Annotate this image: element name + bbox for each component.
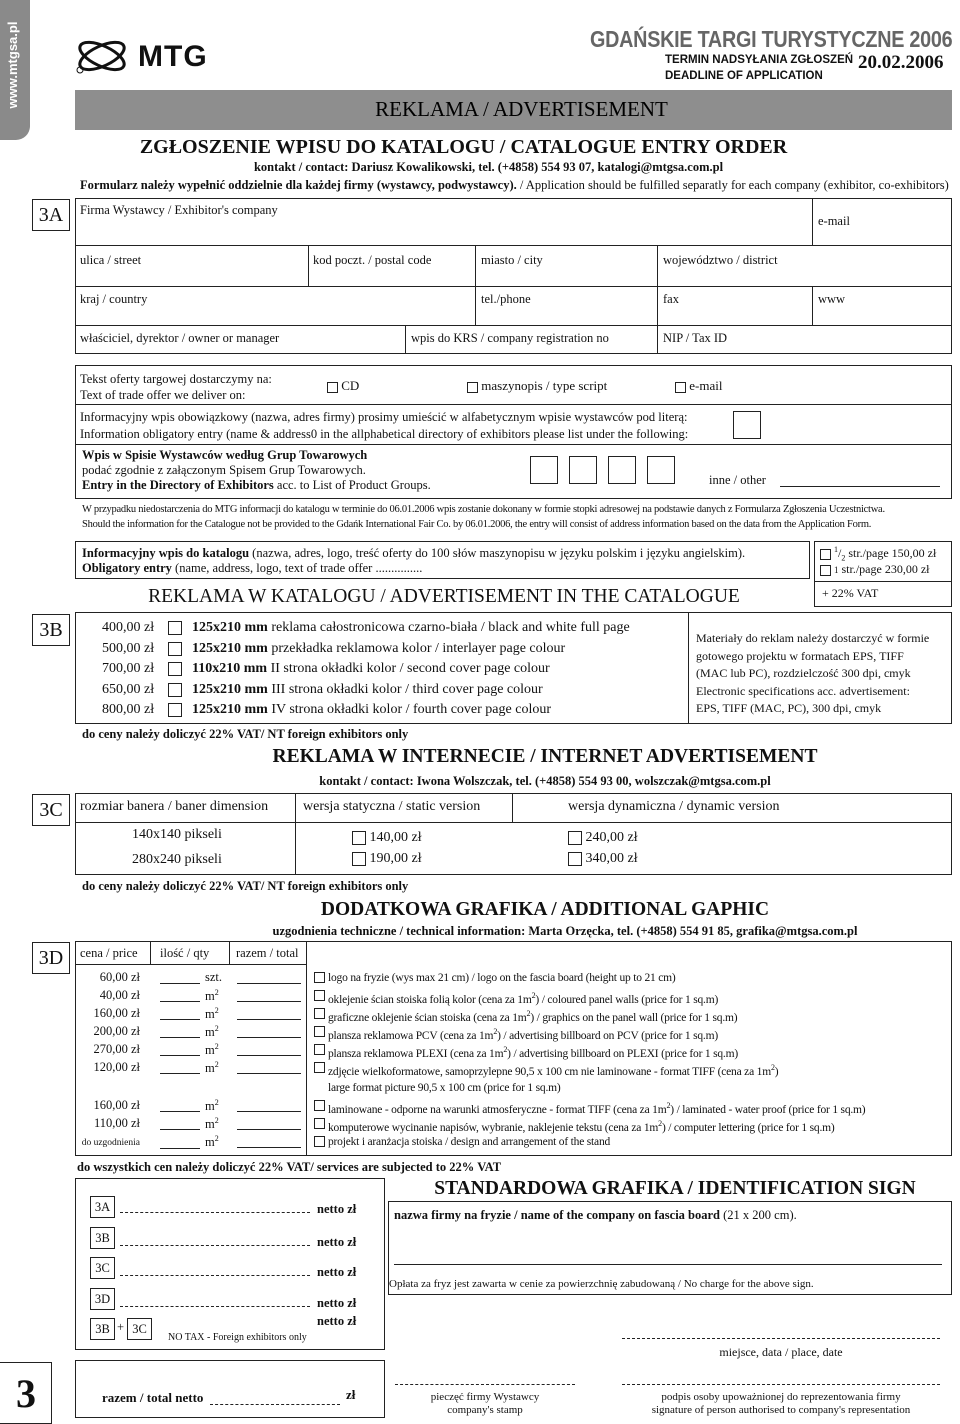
additional-graphic-title: DODATKOWA GRAFIKA / ADDITIONAL GAPHIC [320,899,770,920]
instruction-line [80,178,949,193]
catalogue-ad-row[interactable] [82,661,682,681]
graphic-desc: plansza reklamowa PCV (cena za $1m^2$) / advertising billboard on PCV (price for 1 sq.m) [328,1027,718,1042]
postal-code-field[interactable]: kod poczt. / postal code [313,253,432,267]
graphic-row[interactable] [75,988,952,1006]
fax-field[interactable]: fax [663,292,679,306]
total-line[interactable] [210,1404,340,1405]
graphic-total-line[interactable] [237,1001,301,1002]
page-number: 3 [16,1371,36,1416]
city-field[interactable]: miasto / city [481,253,543,267]
graphic-qty-line[interactable] [160,1001,200,1002]
col-qty: ilość / qty [160,946,210,960]
graphic-price: 60,00 zł [99,970,140,984]
deadline-pl: TERMIN NADSYŁANIA ZGŁOSZEŃ [665,54,854,66]
deadline-en: DEADLINE OF APPLICATION [665,70,823,82]
catalogue-contact: kontakt / contact: Dariusz Kowalikowski, tel. (+4858) 554 93 07, katalogi@mtgsa.com.pl [253,160,724,174]
krs-field[interactable]: wpis do KRS / company registration no [411,331,609,345]
graphic-desc: zdjęcie wielkoformatowe, samoprzylepne 90,5 x 100 cm nie laminowane - format TIFF (cena za $1m^2$) large format picture 90,5 x 100 cm (price for 1 sq.m) [328,1063,779,1094]
graphic-row[interactable] [75,1098,952,1116]
ad-desc: 110x210 mm II strona okładki kolor / second cover page colour [192,661,550,676]
banner-row-2-size: 280x240 pikseli [132,852,222,867]
banner-row-1-dynamic[interactable]: 240,00 zł [568,830,638,846]
static-140-checkbox[interactable] [352,831,366,845]
summary-plus: + [117,1320,125,1334]
graphic-checkbox[interactable] [314,1100,325,1111]
no-tax-note: NO TAX - Foreign exhibitors only [168,1332,307,1343]
graphic-price: 270,00 zł [93,1042,140,1056]
district-field[interactable]: województwo / district [663,253,778,267]
groups-title: Wpis w Spisie Wystawców według Grup Towarowych [82,448,368,462]
summary-tag: 3A [90,1196,115,1218]
full-page-checkbox[interactable] [820,565,831,576]
graphic-total-line[interactable] [237,1055,301,1056]
email-checkbox[interactable] [675,382,686,393]
catalogue-ad-vat: do ceny należy doliczyć 22% VAT/ NT foreign exhibitors only [82,727,409,741]
graphic-row[interactable] [75,1134,952,1152]
graphic-total-line[interactable] [237,1111,301,1112]
graphic-price: 160,00 zł [93,1006,140,1020]
graphic-price: 40,00 zł [99,988,140,1002]
group-box-2[interactable] [569,456,597,484]
graphic-qty-line[interactable] [160,1037,200,1038]
graphic-desc: logo na fryzie (wys max 21 cm) / logo on the fascia board (height up to 21 cm) [328,972,676,984]
graphic-checkbox[interactable] [314,990,325,1001]
graphic-unit: $m^2$ [205,1060,219,1076]
graphic-row[interactable] [75,1024,952,1042]
section-tag-3d: 3D [32,942,70,974]
summary-row [90,1257,380,1279]
note-en: Should the information for the Catalogue not be provided to the Gdańk International Fair Co. by 06.01.2006, the entry will consist of address information based on the data from the Application Form. [82,519,872,530]
groups-line2: podać zgodnie z załączonym Spisem Grup Towarowych. [82,463,366,477]
phone-field[interactable]: tel./phone [481,292,531,306]
side-url: www.mtgsa.pl [5,21,20,109]
section-tag-3b: 3B [32,614,70,646]
banner-row-2-static[interactable]: 190,00 zł [352,851,422,867]
graphic-checkbox[interactable] [314,1062,325,1073]
group-box-4[interactable] [647,456,675,484]
materials-info [696,630,948,718]
half-page-checkbox[interactable] [820,549,831,560]
static-190-checkbox[interactable] [352,852,366,866]
section-tag-3a: 3A [32,199,70,231]
street-field[interactable]: ulica / street [80,253,142,267]
fair-title: GDAŃSKIE TARGI TURYSTYCZNE 2006 [590,26,953,52]
www-field[interactable]: www [818,292,846,306]
signature-pl: podpis osoby upoważnionej do reprezentowania firmy [661,1391,901,1403]
graphic-total-line[interactable] [237,1129,301,1130]
ad-desc: 125x210 mm reklama całostronicowa czarno-biała / black and white full page [192,620,630,635]
delivery-typescript[interactable]: maszynopis / type script [467,378,607,394]
graphic-desc: projekt i aranżacja stoiska / design and arrangement of the stand [328,1136,611,1148]
total-label: razem / total netto [102,1390,204,1405]
info-en: Information obligatory entry (name & address0 in the allphabetical directory of exhibitors please list under the following: [80,427,689,441]
internet-ad-vat: do ceny należy doliczyć 22% VAT/ NT foreign exhibitors only [82,879,409,893]
graphic-price: do uzgodnienia [81,1138,140,1148]
graphic-qty-line[interactable] [160,1111,200,1112]
materials-line: Electronic specifications acc. advertisement: [696,683,910,698]
graphic-total-line[interactable] [237,1073,301,1074]
summary-tag-3c: 3C [127,1318,152,1340]
ad-price: 400,00 zł [102,620,155,635]
delivery-pl: Tekst oferty targowej dostarczymy na: [80,372,272,386]
catalogue-ad-row[interactable] [82,620,682,640]
ad-price: 500,00 zł [102,640,155,656]
graphic-checkbox[interactable] [314,972,325,983]
graphic-price: 160,00 zł [93,1098,140,1112]
graphic-row[interactable] [75,1116,952,1134]
catalogue-ad-row[interactable] [82,702,682,722]
ad-price: 700,00 zł [102,661,155,676]
total-box [75,1360,385,1418]
identification-title: STANDARDOWA GRAFIKA / IDENTIFICATION SIGN [434,1178,916,1199]
note-pl: W przypadku niedostarczenia do MTG informacji do katalogu w terminie do 06.01.2006 wpis zostanie dokonany w formie stopki adresowej na podstawie danych z Formularza Zgłoszenia Uczestnictwa. [82,504,885,515]
summary-tag: 3B [90,1227,115,1249]
materials-line: gotowego projektu w formatach EPS, TIFF [696,648,904,663]
summary-row [90,1288,380,1310]
summary-line[interactable] [120,1306,310,1307]
graphic-checkbox[interactable] [314,1118,325,1129]
graphic-checkbox[interactable] [314,1008,325,1019]
ad-desc: 125x210 mm przekładka reklamowa kolor / interlayer page colour [192,640,566,656]
delivery-cd[interactable]: CD [327,378,359,394]
graphic-unit: $m^2$ [205,1024,219,1040]
stamp-line[interactable] [395,1384,575,1385]
additional-graphic-contact: uzgodnienia techniczne / technical information: Marta Orzęcka, tel. (+4858) 554 91 85, grafika@mtgsa.com.pl [272,924,858,938]
ad-checkbox[interactable] [168,703,182,717]
graphic-total-line[interactable] [237,1147,301,1148]
summary-label: netto zł [317,1295,357,1310]
group-box-1[interactable] [530,456,558,484]
internet-contact: kontakt / contact: Iwona Wolszczak, tel. (+4858) 554 93 00, wolszczak@mtgsa.com.pl [319,774,771,788]
all-prices-vat: do wszystkich cen należy doliczyć 22% VAT/ services are subjected to 22% VAT [77,1160,502,1174]
graphic-unit: $m^2$ [205,1116,219,1132]
dynamic-240-checkbox[interactable] [568,831,582,845]
graphic-qty-line[interactable] [160,1129,200,1130]
graphic-checkbox[interactable] [314,1136,325,1147]
stamp-en: company's stamp [447,1404,523,1416]
graphic-desc: graficzne oklejenie ścian stoiska (cena za $1m^2$) / graphics on the panel wall (price for 1 sq.m) [328,1009,738,1024]
delivery-email[interactable]: e-mail [675,378,722,394]
place-date: miejsce, data / place, date [719,1345,843,1359]
summary-tag: 3D [90,1288,115,1310]
mtg-logo [72,32,212,80]
dynamic-340-checkbox[interactable] [568,852,582,866]
graphic-total-line[interactable] [237,1037,301,1038]
country-field[interactable]: kraj / country [80,292,148,306]
catalogue-info-line2: Obligatory entry (name, address, logo, text of trade offer ............... [82,561,423,575]
ad-desc: 125x210 mm IV strona okładki kolor / fourth cover page colour [192,702,551,717]
signature-line[interactable] [622,1384,940,1385]
graphic-qty-line[interactable] [160,1148,200,1149]
graphic-checkbox[interactable] [314,1026,325,1037]
cd-checkbox[interactable] [327,382,338,393]
delivery-en: Text of trade offer we deliver on: [80,388,246,402]
summary-label: netto zł [317,1234,357,1249]
catalogue-ad-row[interactable] [82,641,682,661]
ad-checkbox[interactable] [168,662,182,676]
catalogue-info-line1: Informacyjny wpis do katalogu (nazwa, adres, logo, treść oferty do 100 słów maszynopisu w języku polskim i języku angielskim). [82,546,746,560]
materials-line: Materiały do reklam należy dostarczyć w formie [696,631,930,645]
graphic-price: 120,00 zł [93,1060,140,1074]
col-total: razem / total [236,946,299,960]
instruction-en: / Application should be fulfilled separatly for each company (exhibitor, co-exhibitors) [516,178,949,192]
group-box-3[interactable] [608,456,636,484]
banner-row-1-size: 140x140 pikseli [132,827,222,842]
ad-desc: 125x210 mm III strona okładki kolor / third cover page colour [192,681,543,697]
summary-tag-3b: 3B [90,1318,115,1340]
summary-label: netto zł [317,1265,357,1279]
graphic-unit: $m^2$ [205,1098,219,1114]
groups-en-line: Entry in the Directory of Exhibitors acc. to List of Product Groups. [82,478,431,492]
ad-checkbox[interactable] [168,621,182,635]
typescript-checkbox[interactable] [467,382,478,393]
catalogue-ad-row[interactable] [82,682,682,702]
summary-tag: 3C [90,1257,115,1279]
graphic-total-line[interactable] [237,983,301,984]
summary-label: netto zł [317,1202,357,1216]
graphic-unit: $m^2$ [205,1134,219,1150]
catalogue-entry-title: ZGŁOSZENIE WPISU DO KATALOGU / CATALOGUE ENTRY ORDER [139,136,788,158]
catalogue-ad-title: REKLAMA W KATALOGU / ADVERTISEMENT IN THE CATALOGUE [148,586,740,607]
summary-row [90,1227,380,1249]
graphic-desc: plansza reklamowa PLEXI (cena za $1m^2$) / advertising billboard on PLEXI (price for 1 sq.m) [328,1045,738,1060]
advertisement-banner-text: REKLAMA / ADVERTISEMENT [375,97,668,121]
graphic-row[interactable] [75,970,952,988]
col-banner-size: rozmiar banera / baner dimension [80,799,269,814]
col-static: wersja statyczna / static version [303,799,481,814]
col-price: cena / price [80,946,138,960]
instruction-pl: Formularz należy wypełnić oddzielnie dla każdej firmy (wystawcy, podwystawcy). [80,178,517,192]
groups-other: inne / other [709,473,766,487]
total-currency: zł [346,1387,356,1402]
materials-line: (MAC lub PC), rozdzielczość 300 dpi, cmyk [696,666,911,680]
stamp-pl: pieczęć firmy Wystawcy [430,1391,540,1403]
internet-ad-title: REKLAMA W INTERNECIE / INTERNET ADVERTISEMENT [272,746,818,767]
groups-other-line[interactable] [780,486,940,487]
summary-line[interactable] [120,1245,310,1246]
fascia-name-line[interactable] [394,1264,942,1265]
graphic-unit: $m^2$ [205,1042,219,1058]
signature-en: signature of person authorised to company's representation [651,1404,911,1416]
graphic-checkbox[interactable] [314,1044,325,1055]
col-dynamic: wersja dynamiczna / dynamic version [568,799,780,814]
summary-row [90,1196,380,1218]
price-half-page[interactable]: $^1/_2$ str./page 150,00 zł [820,545,936,562]
graphic-qty-line[interactable] [160,1019,200,1020]
ad-price: 650,00 zł [102,681,155,697]
deadline-date: 20.02.2006 [858,52,944,73]
graphic-qty-line[interactable] [160,1055,200,1056]
info-pl: Informacyjny wpis obowiązkowy (nazwa, adres firmy) prosimy umieścić w alfabetycznym wpisie wystawców pod literą: [80,410,688,424]
graphic-unit: $m^2$ [205,988,219,1004]
identification-line: nazwa firmy na fryzie / name of the company on fascia board (21 x 200 cm). [394,1208,797,1222]
graphic-price: 200,00 zł [93,1024,140,1038]
graphic-desc: oklejenie ścian stoiska folią kolor (cena za $1m^2$) / coloured panel walls (price for 1 sq.m) [328,991,719,1006]
graphic-unit: szt. [205,970,223,984]
graphic-total-line[interactable] [237,1019,301,1020]
nip-field[interactable]: NIP / Tax ID [663,331,728,345]
company-field[interactable]: Firma Wystawcy / Exhibitor's company [80,203,278,217]
ad-price: 800,00 zł [102,702,155,717]
graphic-qty-line[interactable] [160,983,200,984]
materials-line: EPS, TIFF (MAC, PC), 300 dpi, cmyk [696,701,882,715]
email-field[interactable]: e-mail [818,214,850,228]
price-full-page[interactable]: 1 str./page 230,00 zł [820,562,929,577]
graphic-price: 110,00 zł [93,1116,140,1130]
summary-last-label: netto zł [317,1314,357,1328]
banner-row-1-static[interactable]: 140,00 zł [352,830,422,846]
graphic-row[interactable] [75,1042,952,1060]
place-date-line[interactable] [622,1338,940,1339]
ad-checkbox[interactable] [168,642,182,656]
summary-line[interactable] [120,1212,310,1213]
section-tag-3c: 3C [32,794,70,826]
graphic-row[interactable] [75,1006,952,1024]
letter-box[interactable] [733,411,761,439]
mtg-logo-text: MTG [138,40,208,73]
graphic-qty-line[interactable] [160,1073,200,1074]
banner-row-2-dynamic[interactable]: 340,00 zł [568,851,638,867]
ad-checkbox[interactable] [168,683,182,697]
no-charge-note: Opłata za fryz jest zawarta w cenie za powierzchnię zabudowaną / No charge for the above sign. [389,1278,814,1290]
graphic-desc: laminowane - odporne na warunki atmosferyczne - format TIFF (cena za $1m^2$) / laminated - water proof (price for 1 sq.m) [328,1101,866,1116]
graphic-row[interactable] [75,1060,952,1094]
catalogue-vat: + 22% VAT [822,586,879,600]
summary-line[interactable] [120,1275,310,1276]
graphic-unit: $m^2$ [205,1006,219,1022]
owner-field[interactable]: właściciel, dyrektor / owner or manager [80,331,280,345]
graphic-desc: komputerowe wycinanie napisów, wybranie, naklejenie tekstu (cena za $1m^2$) / computer lettering (price for 1 sq.m) [328,1119,835,1134]
